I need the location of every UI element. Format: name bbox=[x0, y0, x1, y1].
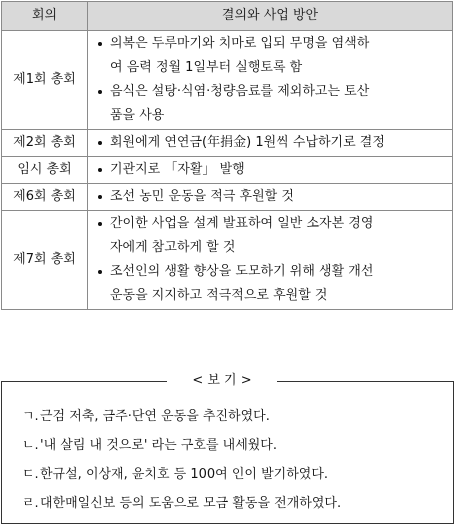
content-cell bbox=[88, 157, 453, 184]
list-item bbox=[96, 158, 444, 182]
line: 간이한 사업을 설계 발표하여 일반 소자본 경영 bbox=[110, 216, 374, 231]
list-item bbox=[96, 260, 444, 308]
bogi-box bbox=[1, 373, 454, 524]
line: 품을 사용 bbox=[110, 108, 165, 123]
bogi-mark: ㄷ. bbox=[22, 467, 39, 482]
line: 자에게 참고하게 할 것 bbox=[110, 240, 236, 255]
meeting-name: 제6회 총회 bbox=[2, 184, 88, 211]
bogi-mark: ㄴ. bbox=[22, 438, 39, 453]
bogi-text: '내 살림 내 것으로' 라는 구호를 내세웠다. bbox=[40, 438, 278, 453]
bogi-text: 한규설, 이상재, 윤치호 등 100여 인이 발기하였다. bbox=[40, 467, 329, 482]
header-meeting: 회의 bbox=[2, 2, 88, 31]
table-row bbox=[2, 130, 453, 157]
line: 회원에게 연연금(年捐金) 1원씩 수납하기로 결정 bbox=[110, 135, 385, 150]
meeting-name: 제1회 총회 bbox=[2, 31, 88, 130]
table-row bbox=[2, 184, 453, 211]
line: 운동을 지지하고 적극적으로 후원할 것 bbox=[110, 288, 328, 303]
table-header-row bbox=[2, 2, 453, 31]
meeting-name: 제7회 총회 bbox=[2, 211, 88, 310]
line: 여 음력 정월 1일부터 실행토록 함 bbox=[110, 60, 303, 75]
meeting-name: 제2회 총회 bbox=[2, 130, 88, 157]
bogi-text: 대한매일신보 등의 도움으로 모금 활동을 전개하였다. bbox=[40, 496, 342, 511]
bogi-list bbox=[22, 402, 445, 518]
header-content: 결의와 사업 방안 bbox=[88, 2, 453, 31]
bogi-item bbox=[22, 402, 445, 431]
bogi-title: < 보 기 > bbox=[167, 372, 277, 390]
resolution-table bbox=[1, 1, 453, 310]
content-cell bbox=[88, 31, 453, 130]
bogi-mark: ㄹ. bbox=[22, 496, 39, 511]
bogi-item bbox=[22, 431, 445, 460]
bogi-mark: ㄱ. bbox=[22, 409, 39, 424]
content-cell bbox=[88, 211, 453, 310]
line: 음식은 설탕·식염·청량음료를 제외하고는 토산 bbox=[110, 84, 370, 99]
bogi-text: 근검 저축, 금주·단연 운동을 추진하였다. bbox=[40, 409, 270, 424]
table-row bbox=[2, 157, 453, 184]
bogi-item bbox=[22, 460, 445, 489]
list-item bbox=[96, 32, 444, 80]
line: 조선인의 생활 향상을 도모하기 위해 생활 개선 bbox=[110, 264, 374, 279]
list-item bbox=[96, 80, 444, 128]
table-row bbox=[2, 31, 453, 130]
content-cell bbox=[88, 184, 453, 211]
line: 기관지로 「자활」 발행 bbox=[110, 162, 245, 177]
meeting-name: 임시 총회 bbox=[2, 157, 88, 184]
bogi-item bbox=[22, 489, 445, 518]
content-cell bbox=[88, 130, 453, 157]
line: 조선 농민 운동을 적극 후원할 것 bbox=[110, 189, 294, 204]
list-item bbox=[96, 185, 444, 209]
list-item bbox=[96, 131, 444, 155]
line: 의복은 두루마기와 치마로 입되 무명을 염색하 bbox=[110, 36, 370, 51]
table-row bbox=[2, 211, 453, 310]
list-item bbox=[96, 212, 444, 260]
